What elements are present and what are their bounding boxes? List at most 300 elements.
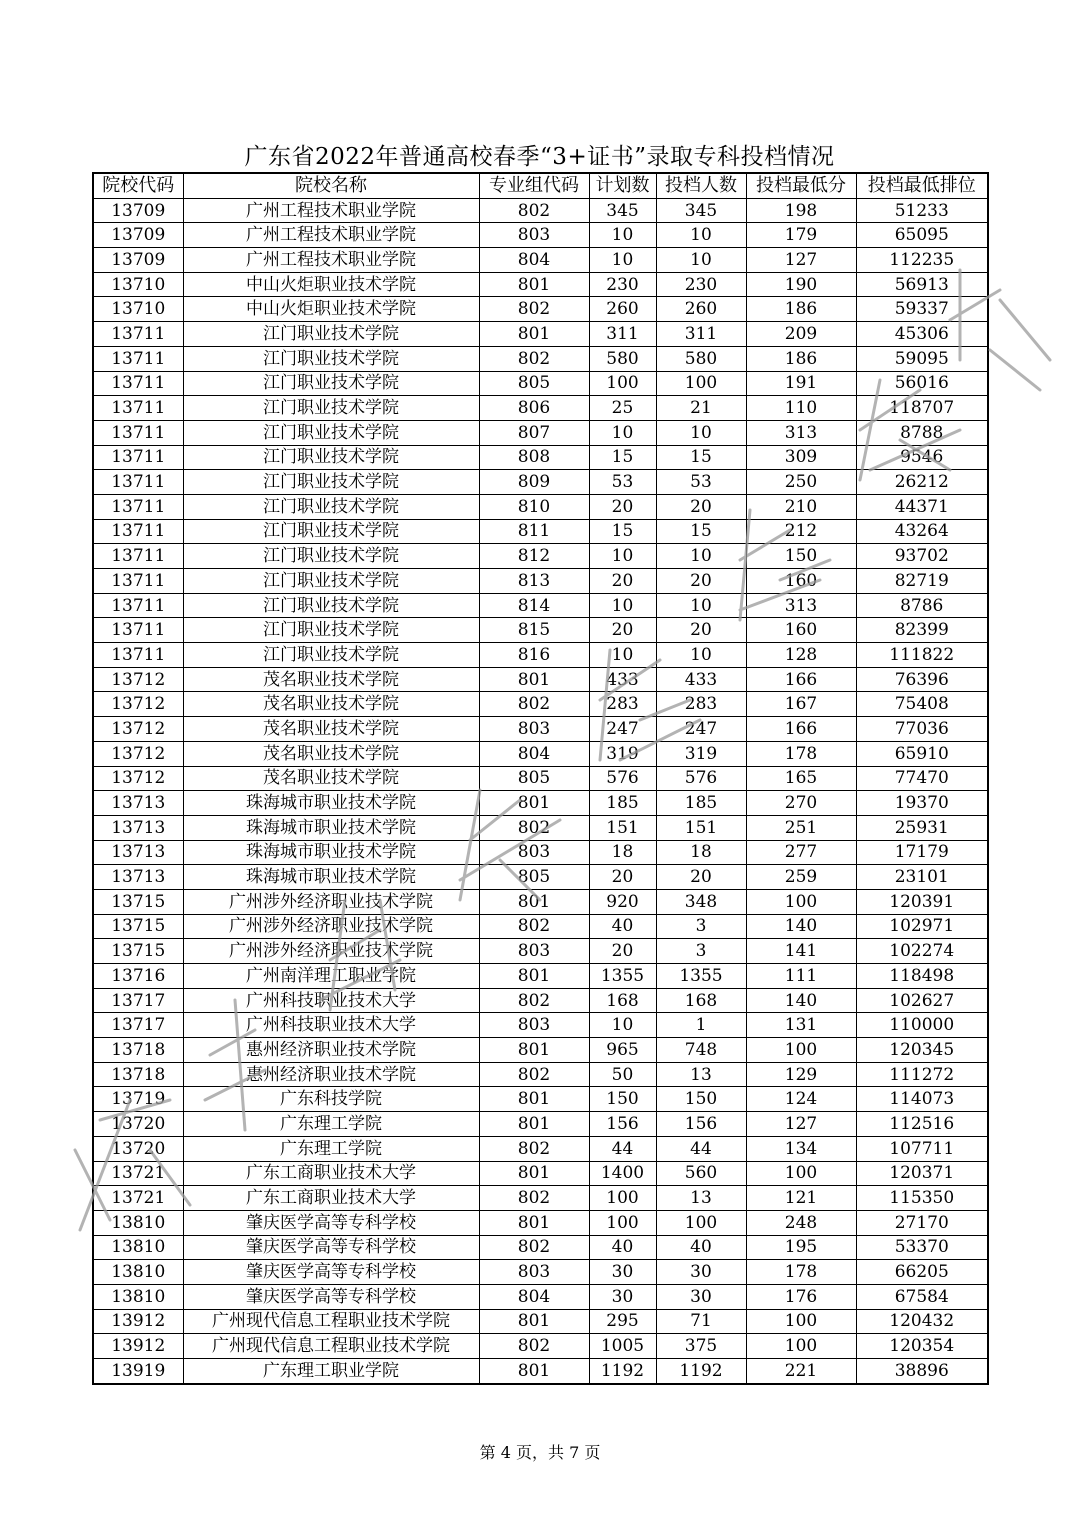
cell-plan-count: 100 xyxy=(589,1186,656,1211)
table-row xyxy=(93,569,988,594)
cell-min-rank: 111822 xyxy=(856,643,988,668)
cell-min-score: 277 xyxy=(746,840,856,865)
cell-plan-count: 151 xyxy=(589,815,656,840)
cell-plan-count: 20 xyxy=(589,618,656,643)
cell-min-score: 313 xyxy=(746,420,856,445)
cell-school-code: 13919 xyxy=(93,1359,183,1384)
table-row xyxy=(93,741,988,766)
cell-group-code: 801 xyxy=(479,1087,589,1112)
column-header-group-code: 专业组代码 xyxy=(479,173,589,198)
cell-admitted-count: 151 xyxy=(656,815,746,840)
cell-group-code: 801 xyxy=(479,1359,589,1384)
cell-school-code: 13711 xyxy=(93,569,183,594)
cell-min-rank: 65910 xyxy=(856,741,988,766)
cell-min-score: 100 xyxy=(746,1309,856,1334)
cell-plan-count: 283 xyxy=(589,692,656,717)
table-row xyxy=(93,692,988,717)
cell-min-rank: 56913 xyxy=(856,272,988,297)
cell-school-code: 13711 xyxy=(93,519,183,544)
table-row xyxy=(93,470,988,495)
cell-plan-count: 100 xyxy=(589,1210,656,1235)
cell-school-code: 13720 xyxy=(93,1112,183,1137)
cell-group-code: 804 xyxy=(479,741,589,766)
cell-group-code: 809 xyxy=(479,470,589,495)
cell-school-name: 江门职业技术学院 xyxy=(183,618,479,643)
cell-min-rank: 25931 xyxy=(856,815,988,840)
table-row xyxy=(93,1062,988,1087)
cell-school-name: 珠海城市职业技术学院 xyxy=(183,840,479,865)
cell-group-code: 805 xyxy=(479,766,589,791)
cell-plan-count: 156 xyxy=(589,1112,656,1137)
table-row xyxy=(93,1038,988,1063)
cell-school-code: 13711 xyxy=(93,643,183,668)
cell-min-rank: 115350 xyxy=(856,1186,988,1211)
cell-group-code: 813 xyxy=(479,569,589,594)
cell-group-code: 802 xyxy=(479,988,589,1013)
table-row xyxy=(93,519,988,544)
cell-school-name: 广东理工学院 xyxy=(183,1112,479,1137)
cell-school-name: 广东工商职业技术大学 xyxy=(183,1186,479,1211)
cell-school-name: 江门职业技术学院 xyxy=(183,519,479,544)
cell-min-score: 166 xyxy=(746,667,856,692)
cell-plan-count: 580 xyxy=(589,346,656,371)
table-row xyxy=(93,1112,988,1137)
cell-group-code: 804 xyxy=(479,1284,589,1309)
cell-min-score: 259 xyxy=(746,865,856,890)
cell-min-score: 131 xyxy=(746,1013,856,1038)
cell-plan-count: 920 xyxy=(589,889,656,914)
cell-plan-count: 1400 xyxy=(589,1161,656,1186)
cell-school-code: 13712 xyxy=(93,741,183,766)
cell-min-score: 110 xyxy=(746,396,856,421)
cell-school-code: 13715 xyxy=(93,914,183,939)
cell-admitted-count: 40 xyxy=(656,1235,746,1260)
cell-plan-count: 40 xyxy=(589,914,656,939)
cell-school-name: 惠州经济职业技术学院 xyxy=(183,1062,479,1087)
cell-plan-count: 319 xyxy=(589,741,656,766)
cell-min-rank: 112516 xyxy=(856,1112,988,1137)
cell-min-score: 128 xyxy=(746,643,856,668)
table-row xyxy=(93,1087,988,1112)
cell-school-code: 13711 xyxy=(93,494,183,519)
column-header-school-code: 院校代码 xyxy=(93,173,183,198)
cell-min-rank: 82719 xyxy=(856,569,988,594)
cell-admitted-count: 71 xyxy=(656,1309,746,1334)
cell-min-score: 309 xyxy=(746,445,856,470)
cell-group-code: 802 xyxy=(479,1136,589,1161)
cell-school-code: 13711 xyxy=(93,544,183,569)
cell-min-score: 127 xyxy=(746,248,856,273)
cell-min-rank: 27170 xyxy=(856,1210,988,1235)
cell-school-code: 13715 xyxy=(93,939,183,964)
table-row xyxy=(93,791,988,816)
cell-school-code: 13713 xyxy=(93,840,183,865)
cell-group-code: 802 xyxy=(479,198,589,223)
cell-min-rank: 77470 xyxy=(856,766,988,791)
cell-min-score: 134 xyxy=(746,1136,856,1161)
cell-school-code: 13810 xyxy=(93,1260,183,1285)
cell-group-code: 802 xyxy=(479,1235,589,1260)
cell-plan-count: 10 xyxy=(589,420,656,445)
cell-school-code: 13810 xyxy=(93,1210,183,1235)
cell-min-rank: 8786 xyxy=(856,593,988,618)
table-row xyxy=(93,766,988,791)
cell-plan-count: 15 xyxy=(589,519,656,544)
cell-school-name: 广东理工职业学院 xyxy=(183,1359,479,1384)
cell-plan-count: 100 xyxy=(589,371,656,396)
cell-plan-count: 247 xyxy=(589,717,656,742)
cell-min-score: 160 xyxy=(746,569,856,594)
table-row xyxy=(93,889,988,914)
cell-school-name: 茂名职业技术学院 xyxy=(183,717,479,742)
cell-school-code: 13711 xyxy=(93,445,183,470)
cell-plan-count: 965 xyxy=(589,1038,656,1063)
cell-school-name: 广州涉外经济职业技术学院 xyxy=(183,914,479,939)
table-row xyxy=(93,618,988,643)
cell-school-code: 13721 xyxy=(93,1186,183,1211)
table-row xyxy=(93,815,988,840)
cell-min-rank: 102971 xyxy=(856,914,988,939)
table-row xyxy=(93,914,988,939)
cell-plan-count: 1005 xyxy=(589,1334,656,1359)
page-title: 广东省2022年普通高校春季“3+证书”录取专科投档情况 xyxy=(244,144,835,170)
cell-min-score: 221 xyxy=(746,1359,856,1384)
cell-school-code: 13709 xyxy=(93,223,183,248)
table-row xyxy=(93,445,988,470)
cell-school-code: 13810 xyxy=(93,1235,183,1260)
cell-school-code: 13710 xyxy=(93,297,183,322)
cell-school-name: 江门职业技术学院 xyxy=(183,494,479,519)
cell-group-code: 810 xyxy=(479,494,589,519)
cell-group-code: 801 xyxy=(479,1210,589,1235)
cell-plan-count: 345 xyxy=(589,198,656,223)
cell-min-score: 100 xyxy=(746,889,856,914)
cell-school-name: 广州现代信息工程职业技术学院 xyxy=(183,1309,479,1334)
table-row xyxy=(93,593,988,618)
cell-admitted-count: 560 xyxy=(656,1161,746,1186)
cell-min-score: 195 xyxy=(746,1235,856,1260)
cell-min-score: 186 xyxy=(746,297,856,322)
cell-min-rank: 102627 xyxy=(856,988,988,1013)
cell-group-code: 801 xyxy=(479,791,589,816)
cell-admitted-count: 580 xyxy=(656,346,746,371)
cell-min-rank: 93702 xyxy=(856,544,988,569)
cell-plan-count: 295 xyxy=(589,1309,656,1334)
cell-plan-count: 10 xyxy=(589,643,656,668)
cell-admitted-count: 1355 xyxy=(656,964,746,989)
cell-group-code: 801 xyxy=(479,272,589,297)
cell-min-score: 248 xyxy=(746,1210,856,1235)
table-row xyxy=(93,1359,988,1384)
cell-plan-count: 10 xyxy=(589,1013,656,1038)
cell-admitted-count: 10 xyxy=(656,593,746,618)
table-row xyxy=(93,865,988,890)
cell-min-score: 250 xyxy=(746,470,856,495)
cell-school-name: 江门职业技术学院 xyxy=(183,396,479,421)
cell-group-code: 801 xyxy=(479,1161,589,1186)
cell-school-name: 惠州经济职业技术学院 xyxy=(183,1038,479,1063)
cell-school-name: 中山火炬职业技术学院 xyxy=(183,297,479,322)
cell-school-code: 13711 xyxy=(93,371,183,396)
cell-plan-count: 10 xyxy=(589,593,656,618)
cell-admitted-count: 44 xyxy=(656,1136,746,1161)
cell-group-code: 802 xyxy=(479,1186,589,1211)
cell-school-code: 13718 xyxy=(93,1038,183,1063)
table-row xyxy=(93,248,988,273)
cell-min-score: 270 xyxy=(746,791,856,816)
cell-group-code: 803 xyxy=(479,1260,589,1285)
table-row xyxy=(93,322,988,347)
cell-min-rank: 8788 xyxy=(856,420,988,445)
cell-school-name: 江门职业技术学院 xyxy=(183,544,479,569)
cell-school-name: 广东理工学院 xyxy=(183,1136,479,1161)
cell-min-score: 111 xyxy=(746,964,856,989)
table-row xyxy=(93,420,988,445)
cell-min-score: 179 xyxy=(746,223,856,248)
cell-min-rank: 120391 xyxy=(856,889,988,914)
cell-min-rank: 111272 xyxy=(856,1062,988,1087)
cell-group-code: 803 xyxy=(479,840,589,865)
cell-admitted-count: 1 xyxy=(656,1013,746,1038)
cell-min-rank: 75408 xyxy=(856,692,988,717)
cell-min-score: 212 xyxy=(746,519,856,544)
cell-min-rank: 77036 xyxy=(856,717,988,742)
cell-min-rank: 43264 xyxy=(856,519,988,544)
column-header-school-name: 院校名称 xyxy=(183,173,479,198)
cell-group-code: 802 xyxy=(479,346,589,371)
cell-admitted-count: 20 xyxy=(656,569,746,594)
cell-group-code: 803 xyxy=(479,223,589,248)
cell-group-code: 801 xyxy=(479,322,589,347)
cell-min-rank: 59095 xyxy=(856,346,988,371)
cell-admitted-count: 576 xyxy=(656,766,746,791)
cell-admitted-count: 168 xyxy=(656,988,746,1013)
cell-min-score: 176 xyxy=(746,1284,856,1309)
cell-min-score: 191 xyxy=(746,371,856,396)
cell-admitted-count: 20 xyxy=(656,618,746,643)
cell-admitted-count: 15 xyxy=(656,445,746,470)
table-row xyxy=(93,1260,988,1285)
cell-admitted-count: 433 xyxy=(656,667,746,692)
cell-group-code: 801 xyxy=(479,1309,589,1334)
cell-min-score: 313 xyxy=(746,593,856,618)
cell-admitted-count: 311 xyxy=(656,322,746,347)
cell-school-code: 13709 xyxy=(93,248,183,273)
cell-group-code: 801 xyxy=(479,1112,589,1137)
cell-group-code: 802 xyxy=(479,692,589,717)
cell-admitted-count: 3 xyxy=(656,939,746,964)
cell-admitted-count: 10 xyxy=(656,420,746,445)
cell-plan-count: 311 xyxy=(589,322,656,347)
cell-admitted-count: 185 xyxy=(656,791,746,816)
table-row xyxy=(93,1136,988,1161)
cell-min-rank: 26212 xyxy=(856,470,988,495)
cell-school-name: 江门职业技术学院 xyxy=(183,371,479,396)
cell-school-name: 肇庆医学高等专科学校 xyxy=(183,1235,479,1260)
cell-school-code: 13912 xyxy=(93,1334,183,1359)
cell-group-code: 801 xyxy=(479,667,589,692)
cell-min-score: 178 xyxy=(746,741,856,766)
cell-min-score: 210 xyxy=(746,494,856,519)
cell-min-score: 160 xyxy=(746,618,856,643)
table-row xyxy=(93,988,988,1013)
cell-admitted-count: 375 xyxy=(656,1334,746,1359)
cell-min-rank: 66205 xyxy=(856,1260,988,1285)
table-row xyxy=(93,494,988,519)
cell-school-name: 江门职业技术学院 xyxy=(183,420,479,445)
cell-min-score: 140 xyxy=(746,914,856,939)
cell-admitted-count: 18 xyxy=(656,840,746,865)
cell-min-score: 186 xyxy=(746,346,856,371)
cell-min-rank: 120432 xyxy=(856,1309,988,1334)
cell-group-code: 801 xyxy=(479,964,589,989)
cell-min-rank: 53370 xyxy=(856,1235,988,1260)
cell-admitted-count: 748 xyxy=(656,1038,746,1063)
cell-admitted-count: 20 xyxy=(656,494,746,519)
column-header-min-score: 投档最低分 xyxy=(746,173,856,198)
cell-min-score: 129 xyxy=(746,1062,856,1087)
cell-min-score: 165 xyxy=(746,766,856,791)
table-row xyxy=(93,272,988,297)
cell-min-rank: 112235 xyxy=(856,248,988,273)
cell-min-score: 251 xyxy=(746,815,856,840)
cell-school-code: 13712 xyxy=(93,692,183,717)
cell-group-code: 803 xyxy=(479,717,589,742)
cell-group-code: 806 xyxy=(479,396,589,421)
cell-school-name: 茂名职业技术学院 xyxy=(183,741,479,766)
cell-plan-count: 30 xyxy=(589,1284,656,1309)
table-row xyxy=(93,1309,988,1334)
cell-group-code: 803 xyxy=(479,939,589,964)
page-footer: 第 4 页，共 7 页 xyxy=(479,1443,601,1462)
cell-min-score: 167 xyxy=(746,692,856,717)
cell-school-code: 13715 xyxy=(93,889,183,914)
cell-school-code: 13711 xyxy=(93,593,183,618)
cell-min-rank: 118707 xyxy=(856,396,988,421)
cell-group-code: 805 xyxy=(479,371,589,396)
cell-min-score: 141 xyxy=(746,939,856,964)
cell-min-score: 198 xyxy=(746,198,856,223)
cell-school-name: 江门职业技术学院 xyxy=(183,445,479,470)
cell-school-code: 13912 xyxy=(93,1309,183,1334)
cell-min-rank: 38896 xyxy=(856,1359,988,1384)
cell-admitted-count: 30 xyxy=(656,1260,746,1285)
table-row xyxy=(93,717,988,742)
cell-admitted-count: 10 xyxy=(656,643,746,668)
cell-admitted-count: 3 xyxy=(656,914,746,939)
cell-admitted-count: 100 xyxy=(656,1210,746,1235)
cell-group-code: 816 xyxy=(479,643,589,668)
cell-min-score: 121 xyxy=(746,1186,856,1211)
cell-min-rank: 67584 xyxy=(856,1284,988,1309)
cell-plan-count: 18 xyxy=(589,840,656,865)
cell-min-rank: 114073 xyxy=(856,1087,988,1112)
cell-school-code: 13712 xyxy=(93,717,183,742)
cell-plan-count: 10 xyxy=(589,248,656,273)
cell-school-code: 13712 xyxy=(93,766,183,791)
cell-admitted-count: 156 xyxy=(656,1112,746,1137)
cell-plan-count: 10 xyxy=(589,544,656,569)
cell-plan-count: 20 xyxy=(589,865,656,890)
cell-school-name: 江门职业技术学院 xyxy=(183,322,479,347)
cell-admitted-count: 20 xyxy=(656,865,746,890)
cell-school-code: 13713 xyxy=(93,791,183,816)
table-row xyxy=(93,544,988,569)
cell-school-name: 江门职业技术学院 xyxy=(183,470,479,495)
cell-min-score: 127 xyxy=(746,1112,856,1137)
cell-plan-count: 433 xyxy=(589,667,656,692)
cell-school-code: 13720 xyxy=(93,1136,183,1161)
cell-plan-count: 15 xyxy=(589,445,656,470)
cell-school-name: 江门职业技术学院 xyxy=(183,593,479,618)
cell-school-name: 广州科技职业技术大学 xyxy=(183,1013,479,1038)
cell-group-code: 802 xyxy=(479,914,589,939)
cell-school-code: 13710 xyxy=(93,272,183,297)
cell-plan-count: 20 xyxy=(589,939,656,964)
cell-min-score: 150 xyxy=(746,544,856,569)
table-row xyxy=(93,371,988,396)
cell-plan-count: 53 xyxy=(589,470,656,495)
cell-school-code: 13810 xyxy=(93,1284,183,1309)
cell-min-rank: 44371 xyxy=(856,494,988,519)
cell-min-rank: 65095 xyxy=(856,223,988,248)
cell-school-code: 13713 xyxy=(93,815,183,840)
cell-school-name: 中山火炬职业技术学院 xyxy=(183,272,479,297)
admission-table xyxy=(92,172,989,1385)
cell-school-code: 13717 xyxy=(93,1013,183,1038)
cell-admitted-count: 13 xyxy=(656,1186,746,1211)
cell-admitted-count: 10 xyxy=(656,223,746,248)
cell-school-code: 13711 xyxy=(93,396,183,421)
table-row xyxy=(93,964,988,989)
cell-admitted-count: 15 xyxy=(656,519,746,544)
cell-school-code: 13711 xyxy=(93,470,183,495)
cell-plan-count: 1355 xyxy=(589,964,656,989)
cell-admitted-count: 247 xyxy=(656,717,746,742)
cell-plan-count: 230 xyxy=(589,272,656,297)
cell-school-name: 广州涉外经济职业技术学院 xyxy=(183,889,479,914)
cell-min-rank: 120354 xyxy=(856,1334,988,1359)
cell-school-name: 肇庆医学高等专科学校 xyxy=(183,1284,479,1309)
cell-admitted-count: 283 xyxy=(656,692,746,717)
table-row xyxy=(93,198,988,223)
cell-min-rank: 102274 xyxy=(856,939,988,964)
cell-min-rank: 118498 xyxy=(856,964,988,989)
cell-min-rank: 45306 xyxy=(856,322,988,347)
cell-school-name: 茂名职业技术学院 xyxy=(183,667,479,692)
cell-group-code: 805 xyxy=(479,865,589,890)
cell-school-name: 珠海城市职业技术学院 xyxy=(183,791,479,816)
cell-school-code: 13721 xyxy=(93,1161,183,1186)
table-row xyxy=(93,346,988,371)
cell-min-rank: 107711 xyxy=(856,1136,988,1161)
cell-school-code: 13709 xyxy=(93,198,183,223)
table-body xyxy=(93,198,988,1384)
cell-school-code: 13711 xyxy=(93,420,183,445)
table-row xyxy=(93,1186,988,1211)
table-row xyxy=(93,840,988,865)
cell-min-rank: 110000 xyxy=(856,1013,988,1038)
cell-plan-count: 20 xyxy=(589,494,656,519)
table-row xyxy=(93,1235,988,1260)
cell-admitted-count: 348 xyxy=(656,889,746,914)
cell-group-code: 808 xyxy=(479,445,589,470)
table-row xyxy=(93,1210,988,1235)
cell-admitted-count: 100 xyxy=(656,371,746,396)
cell-admitted-count: 21 xyxy=(656,396,746,421)
cell-school-name: 肇庆医学高等专科学校 xyxy=(183,1210,479,1235)
cell-group-code: 802 xyxy=(479,815,589,840)
